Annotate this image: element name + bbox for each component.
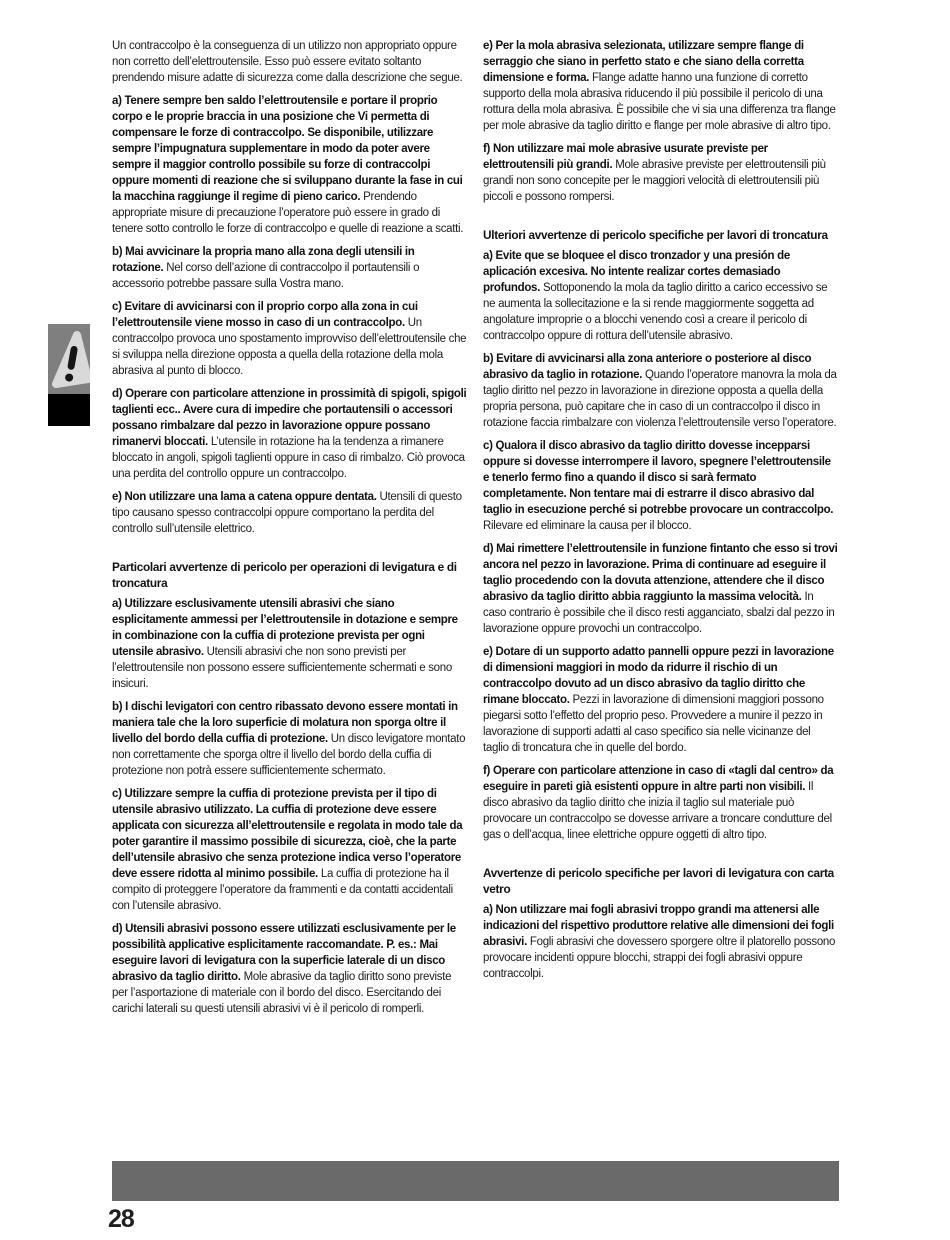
paragraph-body: Mole abrasive da taglio diritto sono previste per l’asportazione di materiale con il bordo del disco. Esercitando dei carichi laterali su questi utensili abrasivi vi è il pericolo di romperli. xyxy=(112,971,452,1015)
paragraph-bold-lead: b) Mai avvicinare la propria mano alla zona degli utensili in rotazione. xyxy=(112,246,415,274)
paragraph-body: Mole abrasive previste per elettroutensili più grandi non sono concepite per le maggiori velocità di elettroutensili più piccoli e possono rompersi. xyxy=(483,159,826,203)
paragraph-e2 xyxy=(483,38,839,134)
paragraph-bold-lead: a) Non utilizzare mai fogli abrasivi troppo grandi ma attenersi alle indicazioni del rispettivo produttore relative alle dimensioni dei fogli abrasivi. xyxy=(483,904,834,948)
paragraph-body: La cuffia di protezione ha il compito di proteggere l’operatore da frammenti e da contatti accidentali con l’utensile abrasivo. xyxy=(112,868,453,912)
paragraph-bold-lead: b) Evitare di avvicinarsi alla zona anteriore o posteriore al disco abrasivo da taglio in rotazione. xyxy=(483,353,812,381)
paragraph-bold-lead: f) Operare con particolare attenzione in caso di «tagli dal centro» da eseguire in pareti già esistenti oppure in altre parti non visibili. xyxy=(483,765,834,793)
paragraph-bold-lead: c) Utilizzare sempre la cuffia di protezione prevista per il tipo di utensile abrasivo utilizzato. La cuffia di protezione deve essere applicata con sicurezza all’elettroutensile e regolata in modo tale da poter garantire il massimo possibile di sicurezza, cioè, che la parte dell’utensile abrasivo che senza protezione indica verso l’operatore deve essere ridotta al minimo possibile. xyxy=(112,788,463,880)
section-heading-carta-vetro: Avvertenze di pericolo specifiche per lavori di levigatura con carta vetro xyxy=(483,866,834,896)
paragraph-d xyxy=(112,386,468,482)
paragraph-bold-lead: c) Evitare di avvicinarsi con il proprio corpo alla zona in cui l’elettroutensile viene mosso in caso di un contraccolpo. xyxy=(112,301,418,329)
paragraph-body: Un disco levigatore montato non correttamente che sporga oltre il livello del bordo della cuffia di protezione non potrà essere sufficientemente schermato. xyxy=(112,733,466,777)
footer-bar xyxy=(112,1161,839,1201)
paragraph-body: Un contraccolpo provoca uno spostamento improvviso dell’elettroutensile che si sviluppa nella direzione opposta a quella della rotazione della mola abrasiva al punto di blocco. xyxy=(112,317,467,377)
paragraph-a2 xyxy=(112,596,468,692)
paragraph-b2 xyxy=(112,699,468,779)
paragraph-body: Pezzi in lavorazione di dimensioni maggiori possono piegarsi sotto l’effetto del proprio peso. Provvedere a munire il pezzo in lavorazione di supporti adatti al caso specifico sia nelle vicinanze del taglio di troncatura che in quelle del bordo. xyxy=(483,694,824,754)
paragraph-f xyxy=(483,141,839,205)
paragraph-f2 xyxy=(483,763,839,843)
paragraph-body: Rilevare ed eliminare la causa per il blocco. xyxy=(483,520,692,532)
paragraph-body: Nel corso dell’azione di contraccolpo il portautensili o accessorio potrebbe passare sulla Vostra mano. xyxy=(112,262,420,290)
paragraph-bold-lead: a) Utilizzare esclusivamente utensili abrasivi che siano esplicitamente ammessi per l’elettroutensile in dotazione e sempre in combinazione con la cuffia di protezione prevista per ogni utensile abrasivo. xyxy=(112,598,458,658)
paragraph-c2 xyxy=(112,786,468,914)
paragraph-b3 xyxy=(483,351,839,431)
paragraph-body: Utensili abrasivi che non sono previsti per l’elettroutensile non possono essere sufficientemente schermati e sono insicuri. xyxy=(112,646,452,690)
paragraph-body: Fogli abrasivi che dovessero sporgere oltre il platorello possono provocare incidenti oppure blocchi, strappi dei fogli abrasivi oppure contraccolpi. xyxy=(483,936,836,980)
paragraph-bold-lead: b) I dischi levigatori con centro ribassato devono essere montati in maniera tale che la loro superficie di molatura non sporga oltre il livello del bordo della cuffia di protezione. xyxy=(112,701,458,745)
document-body xyxy=(112,38,840,1024)
paragraph-body: In caso contrario è possibile che il disco resti agganciato, sbalzi dal pezzo in lavorazione oppure provochi un contraccolpo. xyxy=(483,591,835,635)
paragraph-body: Un contraccolpo è la conseguenza di un utilizzo non appropriato oppure non corretto dell’elettroutensile. Esso può essere evitato soltanto prendendo misure adatte di sicurezza come dalla descrizione che segue. xyxy=(112,40,463,84)
intro-paragraph xyxy=(112,38,468,86)
paragraph-bold-lead: c) Qualora il disco abrasivo da taglio diritto dovesse incepparsi oppure si dovesse interrompere il lavoro, spegnere l’elettroutensile e tenerlo fermo fino a quando il disco si sarà fermato completamente. Non tentare mai di estrarre il disco abrasivo dal taglio in esecuzione perché si potrebbe provocare un contraccolpo. xyxy=(483,440,834,516)
paragraph-bold-lead: d) Mai rimettere l’elettroutensile in funzione fintanto che esso si trovi ancora nel pezzo in lavorazione. Prima di continuare ad eseguire il taglio procedendo con la dovuta attenzione, attendere che il disco abrasivo da taglio diritto abbia raggiunto la massima velocità. xyxy=(483,543,838,603)
warning-icon xyxy=(48,324,90,426)
section-heading-levigatura-troncatura: Particolari avvertenze di pericolo per operazioni di levigatura e di troncatura xyxy=(112,560,457,590)
paragraph-body: Flange adatte hanno una funzione di corretto supporto della mola abrasiva riducendo il più possibile il pericolo di una rottura della mola abrasiva. È possibile che vi sia una differenza tra flange per mole abrasive da taglio diritto e flange per mole abrasive di altro tipo. xyxy=(483,72,836,132)
paragraph-bold-lead: e) Dotare di un supporto adatto pannelli oppure pezzi in lavorazione di dimensioni maggiori in modo da ridurre il rischio di un contraccolpo dovuto ad un disco abrasivo da taglio diritto che rimane bloccato. xyxy=(483,646,834,706)
paragraph-a3 xyxy=(483,248,839,344)
paragraph-body: Prendendo appropriate misure di precauzione l’operatore può essere in grado di tenere sotto controllo le forze di contraccolpo e quelle di reazione a scatti. xyxy=(112,191,464,235)
right-column xyxy=(483,38,839,1024)
paragraph-bold-lead: d) Utensili abrasivi possono essere utilizzati esclusivamente per le possibilità applicative esplicitamente raccomandate. P. es.: Mai eseguire lavori di levigatura con la superficie laterale di un disco abrasivo da taglio diritto. xyxy=(112,923,456,983)
paragraph-bold-lead: f) Non utilizzare mai mole abrasive usurate previste per elettroutensili più grandi. xyxy=(483,143,768,171)
paragraph-bold-lead: e) Per la mola abrasiva selezionata, utilizzare sempre flange di serraggio che siano in perfetto stato e che siano della corretta dimensione e forma. xyxy=(483,40,804,84)
paragraph-b xyxy=(112,244,468,292)
page-number: 28 xyxy=(108,1205,134,1233)
section-heading-troncatura: Ulteriori avvertenze di pericolo specifiche per lavori di troncatura xyxy=(483,228,828,242)
paragraph-d3 xyxy=(483,541,839,637)
paragraph-body: L’utensile in rotazione ha la tendenza a rimanere bloccato in angoli, spigoli taglienti oppure in caso di rimbalzo. Ciò provoca una perdita del controllo oppure un contraccolpo. xyxy=(112,436,465,480)
paragraph-bold-lead: a) Evite que se bloquee el disco tronzador y una presión de aplicación excesiva. No intente realizar cortes demasiado profundos. xyxy=(483,250,790,294)
paragraph-a4 xyxy=(483,902,839,982)
paragraph-body: Sottoponendo la mola da taglio diritto a carico eccessivo se ne aumenta la sollecitazione e la si rende maggiormente soggetta ad angolature improprie o a blocchi venendo così a creare il pericolo di contraccolpo oppure di rottura dell’utensile abrasivo. xyxy=(483,282,828,342)
paragraph-c3 xyxy=(483,438,839,534)
paragraph-c xyxy=(112,299,468,379)
paragraph-bold-lead: d) Operare con particolare attenzione in prossimità di spigoli, spigoli taglienti ecc.. Avere cura di impedire che portautensili o accessori possano rimbalzare dal pezzo in lavorazione oppure possano rimanervi bloccati. xyxy=(112,388,467,448)
paragraph-e3 xyxy=(483,644,839,756)
paragraph-body: Quando l’operatore manovra la mola da taglio diritto nel pezzo in lavorazione in direzione opposta a quella della propria persona, può capitare che in caso di un contraccolpo il disco in rotazione faccia rimbalzare con violenza l’elettroutensile verso l’operatore. xyxy=(483,369,837,429)
paragraph-bold-lead: e) Non utilizzare una lama a catena oppure dentata. xyxy=(112,491,377,503)
paragraph-bold-lead: a) Tenere sempre ben saldo l’elettroutensile e portare il proprio corpo e le proprie braccia in una posizione che Vi permetta di compensare le forze di contraccolpo. Se disponibile, utilizzare sempre l’impugnatura supplementare in modo da poter avere sempre il maggior controllo possibile su forze di contraccolpi oppure momenti di reazione che si sviluppano durante la fase in cui la macchina raggiunge il regime di pieno carico. xyxy=(112,95,463,203)
paragraph-a xyxy=(112,93,468,237)
paragraph-e xyxy=(112,489,468,537)
paragraph-body: Utensili di questo tipo causano spesso contraccolpi oppure comportano la perdita del controllo sull’utensile elettrico. xyxy=(112,491,462,535)
paragraph-d2 xyxy=(112,921,468,1017)
left-column xyxy=(112,38,468,1024)
paragraph-body: Il disco abrasivo da taglio diritto che inizia il taglio sul materiale può provocare un contraccolpo se dovesse arrivare a troncare condutture del gas o dell’acqua, linee elettriche oppure oggetti di altro tipo. xyxy=(483,781,832,841)
